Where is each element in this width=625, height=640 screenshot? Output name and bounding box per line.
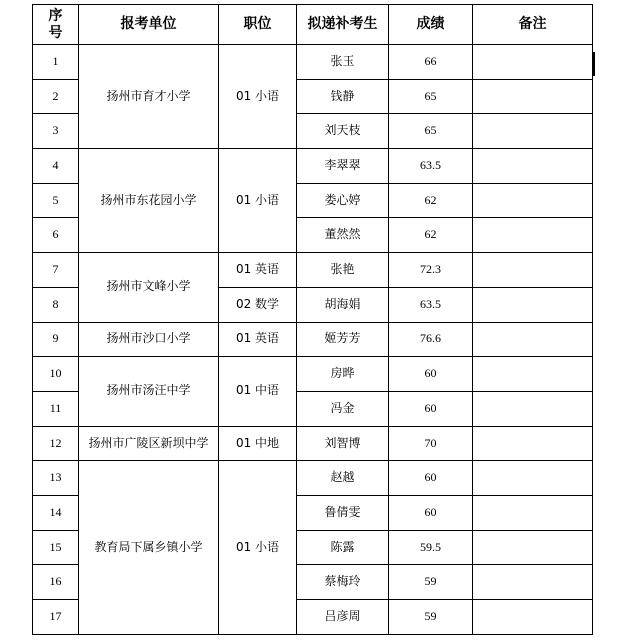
score-cell: 62 (389, 218, 473, 253)
remark-cell (473, 426, 593, 461)
position-cell: 01 英语 (219, 322, 297, 357)
table-row (33, 357, 593, 392)
remark-cell (473, 391, 593, 426)
score-cell: 59.5 (389, 530, 473, 565)
seq-cell: 9 (33, 322, 79, 357)
position-cell: 01 小语 (219, 149, 297, 253)
score-cell: 72.3 (389, 253, 473, 288)
score-cell: 63.5 (389, 287, 473, 322)
candidate-cell: 张玉 (297, 45, 389, 80)
remark-cell (473, 322, 593, 357)
candidate-cell: 胡海娟 (297, 287, 389, 322)
seq-cell: 4 (33, 149, 79, 184)
candidate-cell: 陈露 (297, 530, 389, 565)
seq-cell: 14 (33, 495, 79, 530)
remark-cell (473, 357, 593, 392)
score-cell: 59 (389, 565, 473, 600)
table-row (33, 253, 593, 288)
score-cell: 66 (389, 45, 473, 80)
remark-cell (473, 79, 593, 114)
score-cell: 60 (389, 495, 473, 530)
candidate-cell: 钱静 (297, 79, 389, 114)
candidate-cell: 鲁倩雯 (297, 495, 389, 530)
remark-cell (473, 530, 593, 565)
seq-cell: 5 (33, 183, 79, 218)
position-cell: 01 小语 (219, 45, 297, 149)
seq-cell: 2 (33, 79, 79, 114)
position-cell: 02 数学 (219, 287, 297, 322)
candidate-cell: 张艳 (297, 253, 389, 288)
position-cell: 01 中地 (219, 426, 297, 461)
candidate-cell: 董然然 (297, 218, 389, 253)
table-row (33, 45, 593, 80)
seq-cell: 10 (33, 357, 79, 392)
score-cell: 60 (389, 357, 473, 392)
unit-cell: 扬州市育才小学 (79, 45, 219, 149)
seq-cell: 11 (33, 391, 79, 426)
candidate-cell: 蔡梅玲 (297, 565, 389, 600)
remark-cell (473, 45, 593, 80)
remark-cell (473, 218, 593, 253)
unit-cell: 扬州市汤汪中学 (79, 357, 219, 426)
remark-cell (473, 287, 593, 322)
seq-cell: 6 (33, 218, 79, 253)
remark-cell (473, 495, 593, 530)
unit-cell: 扬州市东花园小学 (79, 149, 219, 253)
seq-cell: 7 (33, 253, 79, 288)
header-position: 职位 (219, 5, 297, 45)
seq-cell: 13 (33, 461, 79, 496)
score-cell: 70 (389, 426, 473, 461)
table-row (33, 461, 593, 496)
remark-cell (473, 461, 593, 496)
seq-cell: 1 (33, 45, 79, 80)
remark-cell (473, 253, 593, 288)
seq-cell: 15 (33, 530, 79, 565)
seq-cell: 17 (33, 600, 79, 635)
position-cell: 01 英语 (219, 253, 297, 288)
candidate-cell: 房晔 (297, 357, 389, 392)
header-score: 成绩 (389, 5, 473, 45)
candidate-cell: 刘智博 (297, 426, 389, 461)
header-seq: 序 号 (33, 5, 79, 45)
candidate-cell: 赵越 (297, 461, 389, 496)
header-unit: 报考单位 (79, 5, 219, 45)
candidate-cell: 李翠翠 (297, 149, 389, 184)
remark-cell (473, 114, 593, 149)
remark-cell (473, 565, 593, 600)
score-cell: 60 (389, 461, 473, 496)
score-cell: 60 (389, 391, 473, 426)
unit-cell: 扬州市沙口小学 (79, 322, 219, 357)
unit-cell: 教育局下属乡镇小学 (79, 461, 219, 634)
table-row (33, 322, 593, 357)
header-remark: 备注 (473, 5, 593, 45)
score-cell: 65 (389, 79, 473, 114)
seq-cell: 3 (33, 114, 79, 149)
text-cursor-mark (593, 52, 595, 76)
score-cell: 63.5 (389, 149, 473, 184)
candidate-cell: 冯金 (297, 391, 389, 426)
candidate-cell: 吕彦周 (297, 600, 389, 635)
remark-cell (473, 149, 593, 184)
table-row (33, 426, 593, 461)
candidate-cell: 娄心婷 (297, 183, 389, 218)
header-candidate: 拟递补考生 (297, 5, 389, 45)
position-cell: 01 中语 (219, 357, 297, 426)
score-cell: 62 (389, 183, 473, 218)
seq-cell: 8 (33, 287, 79, 322)
score-cell: 59 (389, 600, 473, 635)
candidate-cell: 刘天枝 (297, 114, 389, 149)
remark-cell (473, 600, 593, 635)
position-cell: 01 小语 (219, 461, 297, 634)
unit-cell: 扬州市广陵区新坝中学 (79, 426, 219, 461)
table-row (33, 149, 593, 184)
score-cell: 65 (389, 114, 473, 149)
seq-cell: 12 (33, 426, 79, 461)
unit-cell: 扬州市文峰小学 (79, 253, 219, 322)
candidate-table (32, 4, 593, 635)
seq-cell: 16 (33, 565, 79, 600)
score-cell: 76.6 (389, 322, 473, 357)
candidate-cell: 姬芳芳 (297, 322, 389, 357)
remark-cell (473, 183, 593, 218)
header-row (33, 5, 593, 45)
